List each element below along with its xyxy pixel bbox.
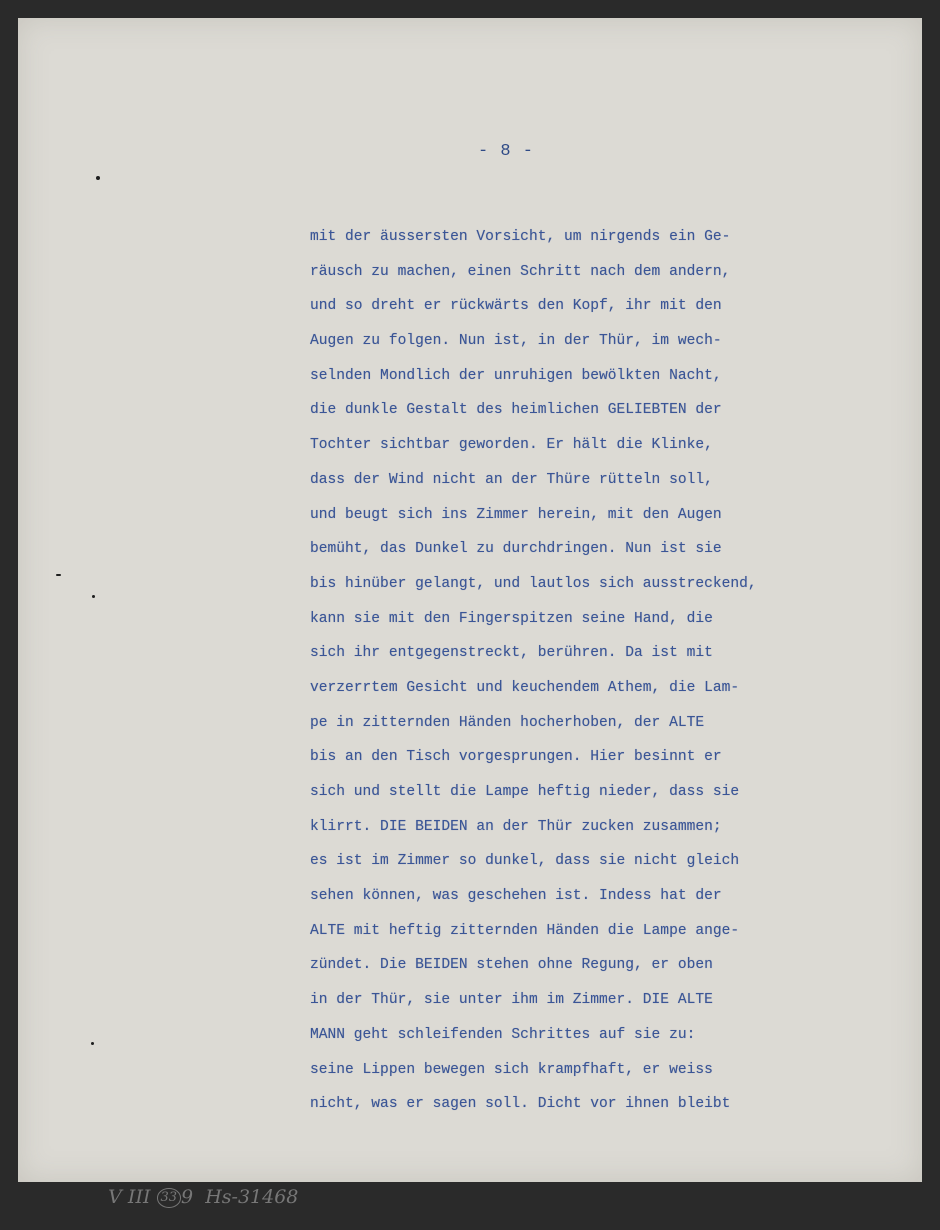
text-line: kann sie mit den Fingerspitzen seine Hand, die [310,610,713,627]
document-page [18,18,922,1208]
text-line: bemüht, das Dunkel zu durchdringen. Nun ist sie [310,541,722,558]
text-line: MANN geht schleifenden Schrittes auf sie zu: [310,1026,696,1043]
margin-dot [91,1042,94,1045]
page-number: - 8 - [478,142,535,161]
archive-shelfmark-suffix: 9 Hs-31468 [181,1186,299,1208]
text-line: dass der Wind nicht an der Thüre rütteln soll, [310,471,713,488]
margin-dot [96,176,100,180]
text-line: sich ihr entgegenstreckt, berühren. Da ist mit [310,645,713,662]
text-line: und beugt sich ins Zimmer herein, mit den Augen [310,506,722,523]
text-line: verzerrtem Gesicht und keuchendem Athem, die Lam- [310,679,740,696]
text-line: klirrt. DIE BEIDEN an der Thür zucken zusammen; [310,818,722,835]
archive-shelfmark [84,1164,298,1230]
text-line: und so dreht er rückwärts den Kopf, ihr mit den [310,298,722,315]
archive-shelfmark-circled-number: 33 [157,1188,182,1208]
text-line: seine Lippen bewegen sich krampfhaft, er weiss [310,1061,713,1078]
text-line: räusch zu machen, einen Schritt nach dem andern, [310,263,731,280]
text-line: mit der äussersten Vorsicht, um nirgends ein Ge- [310,229,731,245]
margin-dot [92,595,95,598]
text-line: bis an den Tisch vorgesprungen. Hier besinnt er [310,749,722,766]
text-line: sich und stellt die Lampe heftig nieder, dass sie [310,784,740,800]
text-line: ALTE mit heftig zitternden Händen die Lampe ange- [310,922,740,939]
text-line: Augen zu folgen. Nun ist, in der Thür, im wech- [310,333,722,350]
margin-dot [56,574,61,576]
text-line: es ist im Zimmer so dunkel, dass sie nicht gleich [310,853,740,870]
text-line: pe in zitternden Händen hocherhoben, der ALTE [310,714,705,731]
text-line: die dunkle Gestalt des heimlichen GELIEBTEN der [310,402,722,419]
text-line: in der Thür, sie unter ihm im Zimmer. DIE ALTE [310,992,713,1009]
text-line: nicht, was er sagen soll. Dicht vor ihnen bleibt [310,1096,731,1113]
text-line: bis hinüber gelangt, und lautlos sich ausstreckend, [310,575,757,592]
text-line: selnden Mondlich der unruhigen bewölkten Nacht, [310,367,722,384]
text-line: Tochter sichtbar geworden. Er hält die Klinke, [310,437,713,454]
text-line: zündet. Die BEIDEN stehen ohne Regung, er oben [310,957,713,974]
body-text [310,220,850,1122]
text-line: sehen können, was geschehen ist. Indess hat der [310,888,722,905]
archive-shelfmark-prefix: V III [108,1186,157,1208]
